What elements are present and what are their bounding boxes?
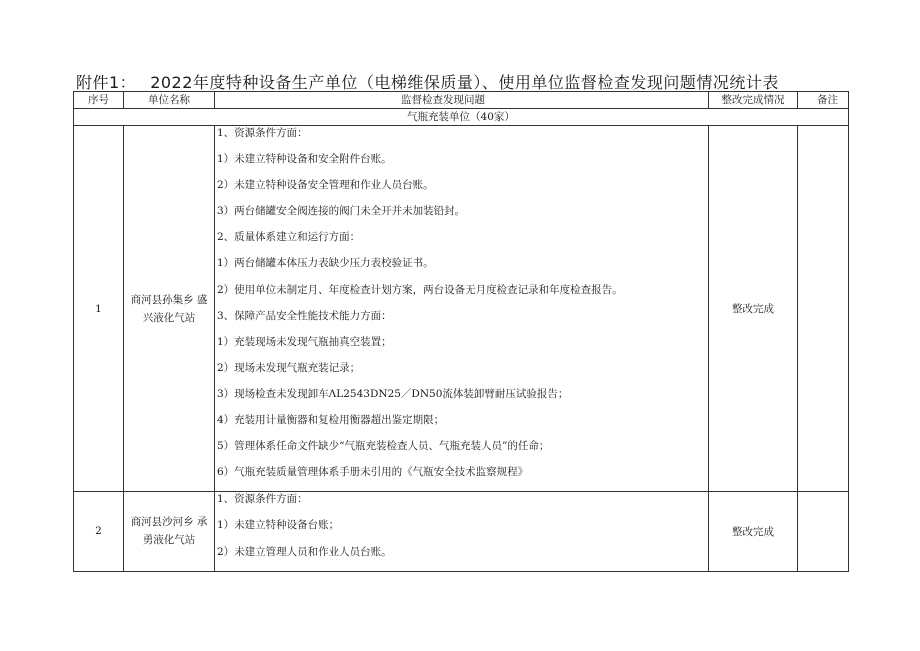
header-issues: 监督检查发现问题 [215,92,709,109]
document-title [76,70,779,93]
row-number: 1 [74,126,124,492]
header-status: 整改完成情况 [709,92,798,109]
table-row [74,492,849,571]
issue-line: 2）使用单位未制定月、年度检查计划方案，两台设备无月度检查记录和年度检查报告。 [217,283,623,296]
issue-line: 2）未建立特种设备安全管理和作业人员台账。 [217,179,434,192]
status-cell: 整改完成 [709,126,798,492]
issue-line: 5）管理体系任命文件缺少“气瓶充装检查人员、气瓶充装人员”的任命； [217,440,550,453]
issue-line: 1）未建立特种设备和安全附件台账。 [217,153,392,166]
issue-line: 1）未建立特种设备台账； [217,519,340,532]
issue-line: 2）现场未发现气瓶充装记录； [217,361,361,374]
row-number: 2 [74,492,124,571]
issues-cell [215,492,709,571]
inspection-table [73,91,849,572]
status-cell: 整改完成 [709,492,798,571]
issues-cell [215,126,709,492]
issue-line: 3、保障产品安全性能技术能力方面： [217,309,392,322]
issue-line: 2）未建立管理人员和作业人员台账。 [217,545,392,558]
issue-line: 1、资源条件方面： [217,493,308,506]
issue-line: 1、资源条件方面： [217,127,308,139]
section-label: 气瓶充装单位（40家） [74,109,849,126]
issue-line: 3）两台储罐安全阀连接的阀门未全开并未加装铅封。 [217,205,466,218]
issue-line: 1）充装现场未发现气瓶抽真空装置； [217,335,392,348]
title-text: 2022年度特种设备生产单位（电梯维保质量）、使用单位监督检查发现问题情况统计表 [150,73,779,92]
header-unit: 单位名称 [124,92,215,109]
issue-line: 2、质量体系建立和运行方面： [217,231,361,244]
issue-line: 6）气瓶充装质量管理体系手册未引用的《气瓶安全技术监察规程》 [217,466,529,479]
header-no: 序号 [74,92,124,109]
table-row [74,126,849,492]
header-note: 备注 [798,92,849,109]
title-prefix: 附件1： [76,73,137,92]
issue-line: 3）现场检查未发现卸车ΛL2543DN25／DN50流体装卸臂耐压试验报告； [217,387,569,400]
issue-line: 4）充装用计量衡器和复检用衡器超出鉴定期限； [217,414,445,427]
issue-line: 1）两台储罐本体压力表缺少压力表校验证书。 [217,257,434,270]
unit-name: 商河县沙河乡 承勇液化气站 [124,492,215,571]
section-row [74,109,849,126]
note-cell [798,492,849,571]
unit-name: 商河县孙集乡 盛兴液化气站 [124,126,215,492]
note-cell [798,126,849,492]
header-row [74,92,849,109]
